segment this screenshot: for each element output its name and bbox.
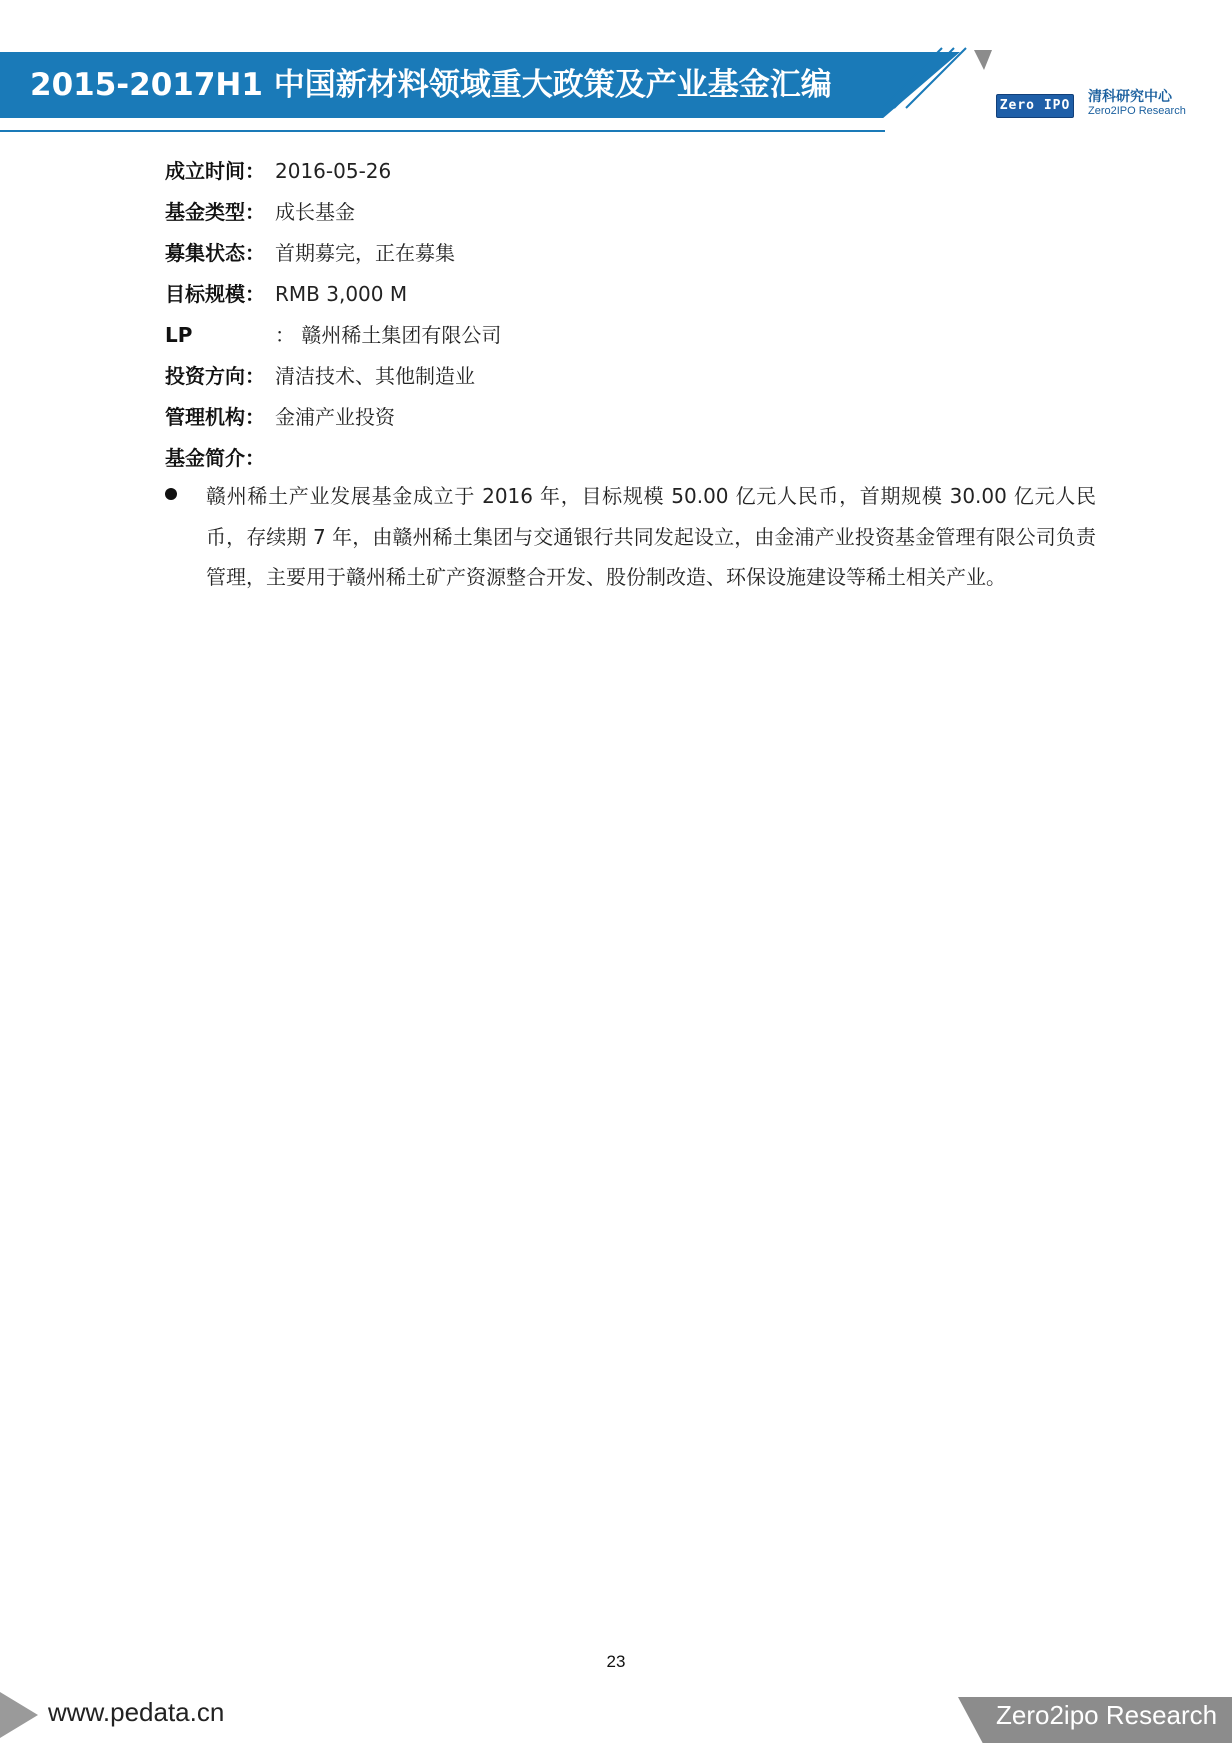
field-lp xyxy=(165,318,501,359)
field-value: 2016-05-26 xyxy=(275,159,392,183)
field-value: ： 赣州稀土集团有限公司 xyxy=(275,323,502,347)
field-fundraising-status xyxy=(165,236,501,277)
header-divider xyxy=(0,130,885,132)
page-number: 23 xyxy=(606,1652,626,1671)
field-value: 首期募完，正在募集 xyxy=(275,241,455,265)
field-established-date xyxy=(165,154,501,195)
field-value: 金浦产业投资 xyxy=(275,405,395,429)
document-title: 2015-2017H1 中国新材料领域重大政策及产业基金汇编 xyxy=(30,67,832,103)
field-label: 目标规模： xyxy=(165,282,265,306)
zero2ipo-logo: Zero IPO xyxy=(996,94,1074,118)
footer-website-link[interactable]: www.pedata.cn xyxy=(48,1697,225,1727)
logo-chinese-name: 清科研究中心 xyxy=(1088,89,1172,105)
field-label: 募集状态： xyxy=(165,241,265,265)
fund-info-list xyxy=(165,154,501,482)
field-fund-type xyxy=(165,195,501,236)
field-value: 清洁技术、其他制造业 xyxy=(275,364,475,388)
logo-english-name: Zero2IPO Research xyxy=(1088,105,1186,117)
field-value: RMB 3,000 M xyxy=(275,282,408,306)
field-value: 成长基金 xyxy=(275,200,355,224)
bullet-icon xyxy=(165,488,177,500)
field-label: 基金简介： xyxy=(165,446,265,470)
field-label: LP xyxy=(165,323,193,347)
footer-arrow-icon xyxy=(0,1692,38,1738)
field-investment-focus xyxy=(165,359,501,400)
field-label: 成立时间： xyxy=(165,159,265,183)
field-label: 基金类型： xyxy=(165,200,265,224)
field-management-firm xyxy=(165,400,501,441)
field-label: 管理机构： xyxy=(165,405,265,429)
field-label: 投资方向： xyxy=(165,364,265,388)
footer-brand-name: Zero2ipo Research xyxy=(996,1700,1218,1730)
fund-introduction-text: 赣州稀土产业发展基金成立于 2016 年，目标规模 50.00 亿元人民币，首期规模 30.00 亿元人民币，存续期 7 年，由赣州稀土集团与交通银行共同发起设立，由金浦产业投资基金管理有限公司负责管理，主要用于赣州稀土矿产资源整合开发、股份制改造、环保设施建设等稀土相关产业。 xyxy=(206,484,1096,589)
header-stripes-decoration xyxy=(880,40,1000,130)
field-target-size xyxy=(165,277,501,318)
